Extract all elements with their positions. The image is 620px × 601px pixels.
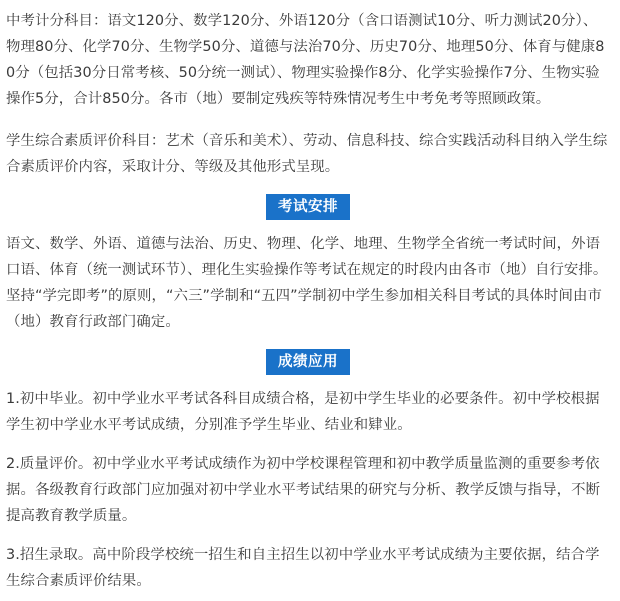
results-section-title: 成绩应用 [266, 349, 350, 375]
subjects-paragraph: 中考计分科目：语文120分、数学120分、外语120分（含口语测试10分、听力测试20分）、物理80分、化学70分、生物学50分、道德与法治70分、历史70分、地理50分、体育与健康80分（包括30分日常考核、50分统一测试）、物理实验操作8分、化学实验操作7分、生物实验操作5分，合计850分。各市（地）要制定残疾等特殊情况考生中考免考等照顾政策。 [6, 13, 605, 107]
results-section-header [6, 349, 610, 375]
exam-section-header [6, 194, 610, 220]
result-item-graduation: 1.初中毕业。初中学业水平考试各科目成绩合格，是初中学生毕业的必要条件。初中学校根据学生初中学业水平考试成绩，分别准予学生毕业、结业和肄业。 [6, 391, 600, 433]
quality-evaluation-paragraph: 学生综合素质评价科目：艺术（音乐和美术）、劳动、信息科技、综合实践活动科目纳入学生综合素质评价内容，采取计分、等级及其他形式呈现。 [6, 133, 608, 175]
result-item-admission: 3.招生录取。高中阶段学校统一招生和自主招生以初中学业水平考试成绩为主要依据，结合学生综合素质评价结果。 [6, 547, 600, 589]
exam-section-title: 考试安排 [266, 194, 350, 220]
exam-arrangement-paragraph: 语文、数学、外语、道德与法治、历史、物理、化学、地理、生物学全省统一考试时间，外语口语、体育（统一测试环节）、理化生实验操作等考试在规定的时段内由各市（地）自行安排。坚持“学完即考”的原则，“六三”学制和“五四”学制初中学生参加相关科目考试的具体时间由市（地）教育行政部门确定。 [6, 236, 608, 330]
result-item-quality: 2.质量评价。初中学业水平考试成绩作为初中学校课程管理和初中教学质量监测的重要参考依据。各级教育行政部门应加强对初中学业水平考试结果的研究与分析、教学反馈与指导，不断提高教育教学质量。 [6, 456, 601, 524]
